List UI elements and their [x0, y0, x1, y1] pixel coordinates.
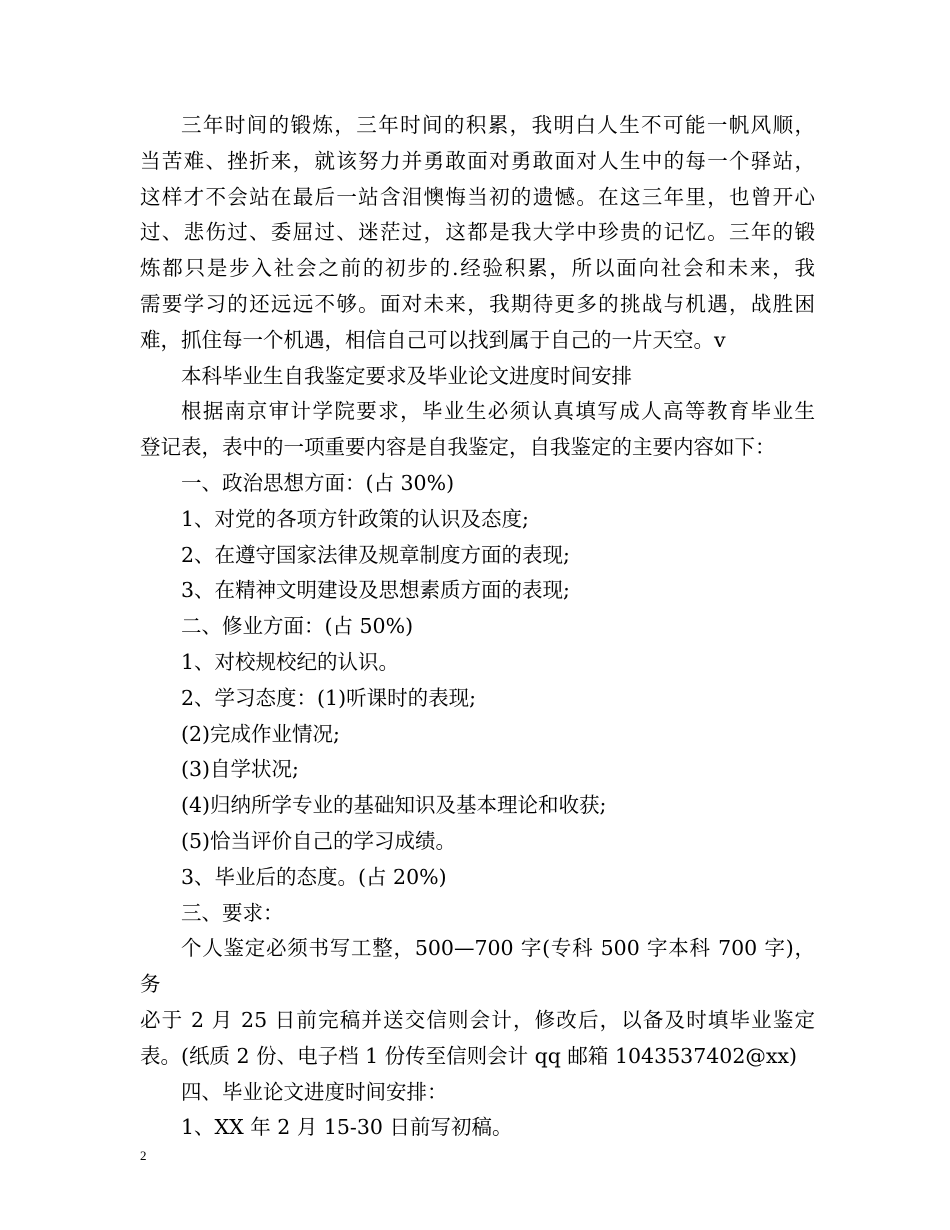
list-item [140, 824, 815, 860]
list-item [140, 573, 815, 609]
text-line: 难，抓住每一个机遇，相信自己可以找到属于自己的一片天空。v [140, 327, 726, 352]
list-item [140, 752, 815, 788]
text-line: 登记表，表中的一项重要内容是自我鉴定，自我鉴定的主要内容如下： [140, 435, 776, 460]
text-line: (2)完成作业情况; [181, 721, 340, 746]
list-heading-political [140, 466, 815, 502]
paragraph-reflection [140, 108, 815, 359]
list-heading-study [140, 609, 815, 645]
text-line: 根据南京审计学院要求，毕业生必须认真填写成人高等教育毕业生 [181, 399, 815, 424]
list-item [140, 860, 815, 896]
text-line: 过、悲伤过、委屈过、迷茫过，这都是我大学中珍贵的记忆。三年的锻 [140, 220, 815, 245]
paragraph-requirements-intro [140, 394, 815, 466]
list-item [140, 788, 815, 824]
text-line: 三、要求： [181, 900, 284, 925]
text-line: 这样才不会站在最后一站含泪懊悔当初的遗憾。在这三年里，也曾开心 [140, 184, 815, 209]
text-line: 1、XX 年 2 月 15-30 日前写初稿。 [181, 1115, 513, 1140]
list-heading-requirements [140, 896, 815, 932]
list-item [140, 645, 815, 681]
text-line: 必于 2 月 25 日前完稿并送交信则会计，修改后，以备及时填毕业鉴定 [140, 1007, 815, 1032]
list-item [140, 502, 815, 538]
text-line: 炼都只是步入社会之前的初步的.经验积累，所以面向社会和未来，我 [140, 256, 815, 281]
text-line: 本科毕业生自我鉴定要求及毕业论文进度时间安排 [181, 363, 632, 388]
page-number: 2 [140, 1148, 147, 1163]
list-heading-schedule [140, 1075, 815, 1111]
text-line: 2、在遵守国家法律及规章制度方面的表现; [181, 542, 570, 567]
text-line: 1、对党的各项方针政策的认识及态度; [181, 506, 529, 531]
list-item [140, 681, 815, 717]
text-line: 表。(纸质 2 份、电子档 1 份传至信则会计 qq 邮箱 1043537402@xx) [140, 1043, 797, 1068]
text-line: 需要学习的还远远不够。面对未来，我期待更多的挑战与机遇，战胜困 [140, 291, 815, 316]
section-heading [140, 359, 815, 395]
text-line: 一、政治思想方面：(占 30%) [181, 470, 455, 495]
text-line: 当苦难、挫折来，就该努力并勇敢面对勇敢面对人生中的每一个驿站， [140, 148, 815, 173]
text-line: 二、修业方面：(占 50%) [181, 614, 414, 639]
text-line: 3、在精神文明建设及思想素质方面的表现; [181, 578, 570, 603]
text-line: 3、毕业后的态度。(占 20%) [181, 864, 447, 889]
text-line: (3)自学状况; [181, 757, 299, 782]
text-line: 2、学习态度：(1)听课时的表现; [181, 685, 476, 710]
list-item [140, 538, 815, 574]
text-line: (5)恰当评价自己的学习成绩。 [181, 828, 457, 853]
text-line: 四、毕业论文进度时间安排： [181, 1079, 448, 1104]
paragraph-requirements-detail [140, 931, 815, 1074]
text-line: 个人鉴定必须书写工整，500—700 字(专科 500 字本科 700 字)，务 [140, 936, 815, 997]
text-line: 三年时间的锻炼，三年时间的积累，我明白人生不可能一帆风顺， [181, 113, 815, 137]
text-line: 1、对校规校纪的认识。 [181, 649, 400, 674]
document-body [140, 108, 815, 1146]
list-item [140, 1110, 815, 1146]
list-item [140, 717, 815, 753]
text-line: (4)归纳所学专业的基础知识及基本理论和收获; [181, 793, 607, 818]
